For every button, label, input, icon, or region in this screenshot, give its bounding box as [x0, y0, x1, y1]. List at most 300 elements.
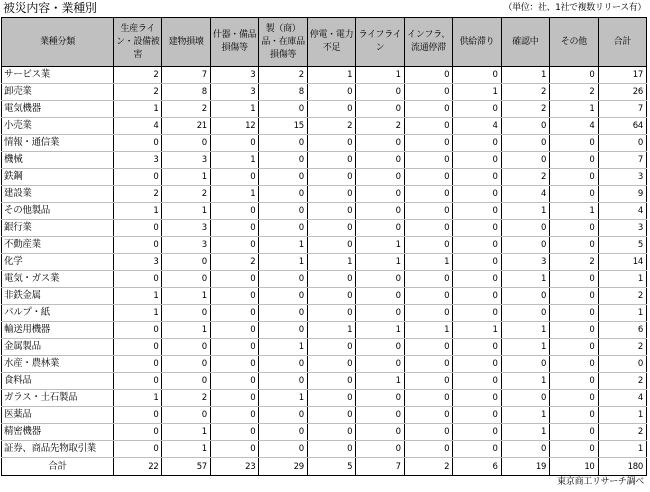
value-cell: 7: [356, 458, 404, 476]
value-cell: 0: [114, 407, 162, 424]
value-cell: 0: [453, 339, 501, 356]
row-total-cell: 2: [598, 373, 646, 390]
header-total: 合計: [598, 18, 646, 67]
value-cell: 2: [501, 101, 549, 118]
row-total-cell: 17: [598, 67, 646, 84]
value-cell: 1: [210, 186, 258, 203]
industry-cell: 鉄鋼: [2, 169, 114, 186]
value-cell: 1: [210, 152, 258, 169]
totals-label: 合計: [2, 458, 114, 476]
table-row: [2, 288, 647, 305]
table-row: [2, 407, 647, 424]
table-row: [2, 322, 647, 339]
value-cell: 0: [307, 101, 355, 118]
value-cell: 1: [356, 237, 404, 254]
value-cell: 0: [259, 220, 307, 237]
row-total-cell: 64: [598, 118, 646, 135]
value-cell: 0: [404, 186, 452, 203]
value-cell: 0: [307, 186, 355, 203]
table-row: [2, 339, 647, 356]
value-cell: 0: [210, 220, 258, 237]
row-total-cell: 2: [598, 288, 646, 305]
table-row: [2, 220, 647, 237]
industry-cell: 精密機器: [2, 424, 114, 441]
row-total-cell: 0: [598, 135, 646, 152]
value-cell: 2: [162, 390, 210, 407]
value-cell: 2: [162, 101, 210, 118]
value-cell: 0: [501, 237, 549, 254]
value-cell: 5: [307, 458, 355, 476]
value-cell: 0: [259, 135, 307, 152]
industry-cell: 卸売業: [2, 84, 114, 101]
value-cell: 2: [550, 254, 598, 271]
value-cell: 0: [259, 356, 307, 373]
value-cell: 0: [404, 67, 452, 84]
value-cell: 2: [307, 118, 355, 135]
value-cell: 0: [550, 271, 598, 288]
value-cell: 1: [114, 203, 162, 220]
value-cell: 0: [501, 118, 549, 135]
value-cell: 1: [356, 67, 404, 84]
value-cell: 0: [550, 407, 598, 424]
value-cell: 1: [307, 322, 355, 339]
value-cell: 0: [453, 237, 501, 254]
value-cell: 1: [259, 339, 307, 356]
value-cell: 4: [114, 118, 162, 135]
value-cell: 1: [501, 373, 549, 390]
row-total-cell: 7: [598, 101, 646, 118]
value-cell: 0: [501, 288, 549, 305]
row-total-cell: 2: [598, 339, 646, 356]
value-cell: 1: [404, 254, 452, 271]
value-cell: 0: [210, 441, 258, 458]
value-cell: 0: [404, 220, 452, 237]
industry-cell: 金属製品: [2, 339, 114, 356]
industry-cell: パルプ・紙: [2, 305, 114, 322]
value-cell: 6: [453, 458, 501, 476]
value-cell: 0: [550, 424, 598, 441]
value-cell: 0: [210, 135, 258, 152]
header-supply-delay: 供給滞り: [453, 18, 501, 67]
value-cell: 0: [210, 203, 258, 220]
value-cell: 0: [550, 186, 598, 203]
value-cell: 0: [453, 373, 501, 390]
table-row: [2, 373, 647, 390]
table-row: [2, 152, 647, 169]
value-cell: 0: [307, 305, 355, 322]
value-cell: 1: [501, 424, 549, 441]
value-cell: 0: [356, 101, 404, 118]
row-total-cell: 7: [598, 152, 646, 169]
value-cell: 0: [453, 169, 501, 186]
table-row: [2, 203, 647, 220]
value-cell: 15: [259, 118, 307, 135]
value-cell: 0: [162, 373, 210, 390]
industry-cell: 建設業: [2, 186, 114, 203]
value-cell: 0: [307, 356, 355, 373]
value-cell: 3: [162, 237, 210, 254]
value-cell: 0: [162, 356, 210, 373]
value-cell: 0: [307, 407, 355, 424]
value-cell: 4: [453, 118, 501, 135]
value-cell: 0: [453, 288, 501, 305]
industry-cell: 小売業: [2, 118, 114, 135]
value-cell: 0: [162, 407, 210, 424]
value-cell: 0: [114, 169, 162, 186]
value-cell: 0: [404, 84, 452, 101]
row-total-cell: 1: [598, 305, 646, 322]
table-row: [2, 101, 647, 118]
damage-by-industry-table: [1, 17, 647, 476]
header-other: その他: [550, 18, 598, 67]
row-total-cell: 5: [598, 237, 646, 254]
row-total-cell: 180: [598, 458, 646, 476]
value-cell: 1: [259, 390, 307, 407]
industry-cell: サービス業: [2, 67, 114, 84]
value-cell: 0: [404, 339, 452, 356]
value-cell: 0: [210, 288, 258, 305]
value-cell: 1: [404, 322, 452, 339]
header-row: [2, 18, 647, 67]
value-cell: 0: [404, 152, 452, 169]
value-cell: 2: [210, 254, 258, 271]
value-cell: 0: [550, 169, 598, 186]
value-cell: 0: [404, 271, 452, 288]
value-cell: 0: [307, 135, 355, 152]
value-cell: 1: [114, 101, 162, 118]
value-cell: 0: [210, 356, 258, 373]
value-cell: 3: [501, 254, 549, 271]
value-cell: 3: [210, 67, 258, 84]
value-cell: 0: [404, 101, 452, 118]
header-building-damage: 建物損壊: [162, 18, 210, 67]
value-cell: 0: [550, 339, 598, 356]
value-cell: 0: [356, 424, 404, 441]
value-cell: 0: [210, 424, 258, 441]
value-cell: 0: [453, 441, 501, 458]
value-cell: 0: [453, 152, 501, 169]
value-cell: 0: [453, 135, 501, 152]
value-cell: 29: [259, 458, 307, 476]
industry-cell: 銀行業: [2, 220, 114, 237]
value-cell: 2: [404, 458, 452, 476]
value-cell: 0: [550, 441, 598, 458]
value-cell: 2: [550, 84, 598, 101]
value-cell: 2: [356, 118, 404, 135]
value-cell: 0: [259, 271, 307, 288]
value-cell: 0: [453, 305, 501, 322]
row-total-cell: 1: [598, 441, 646, 458]
value-cell: 0: [501, 220, 549, 237]
table-row: [2, 424, 647, 441]
value-cell: 2: [114, 84, 162, 101]
value-cell: 0: [356, 356, 404, 373]
value-cell: 0: [114, 424, 162, 441]
value-cell: 0: [210, 390, 258, 407]
value-cell: 0: [501, 390, 549, 407]
value-cell: 0: [356, 288, 404, 305]
value-cell: 0: [356, 84, 404, 101]
value-cell: 0: [210, 169, 258, 186]
header-production-line: 生産ライン・設備被害: [114, 18, 162, 67]
value-cell: 0: [356, 186, 404, 203]
value-cell: 1: [259, 254, 307, 271]
value-cell: 0: [404, 356, 452, 373]
unit-note: （単位：社、1社で複数リリース有）: [503, 3, 646, 13]
value-cell: 0: [404, 288, 452, 305]
value-cell: 0: [307, 220, 355, 237]
value-cell: 1: [356, 254, 404, 271]
header-industry: 業種分類: [2, 18, 114, 67]
value-cell: 0: [404, 305, 452, 322]
value-cell: 0: [259, 186, 307, 203]
row-total-cell: 4: [598, 390, 646, 407]
value-cell: 0: [356, 220, 404, 237]
value-cell: 4: [501, 186, 549, 203]
value-cell: 0: [356, 169, 404, 186]
value-cell: 0: [453, 220, 501, 237]
value-cell: 0: [114, 220, 162, 237]
table-row: [2, 390, 647, 407]
value-cell: 0: [259, 441, 307, 458]
value-cell: 0: [162, 135, 210, 152]
industry-cell: 輸送用機器: [2, 322, 114, 339]
row-total-cell: 26: [598, 84, 646, 101]
value-cell: 1: [550, 203, 598, 220]
value-cell: 0: [162, 271, 210, 288]
value-cell: 1: [550, 101, 598, 118]
value-cell: 0: [259, 169, 307, 186]
header-product-damage: 製（商）品・在庫品損傷等: [259, 18, 307, 67]
value-cell: 0: [307, 152, 355, 169]
value-cell: 0: [453, 101, 501, 118]
value-cell: 0: [210, 305, 258, 322]
value-cell: 1: [501, 67, 549, 84]
value-cell: 2: [114, 186, 162, 203]
industry-cell: 水産・農林業: [2, 356, 114, 373]
value-cell: 1: [356, 322, 404, 339]
industry-cell: 医薬品: [2, 407, 114, 424]
industry-cell: その他製品: [2, 203, 114, 220]
value-cell: 0: [501, 356, 549, 373]
value-cell: 0: [259, 407, 307, 424]
value-cell: 0: [307, 288, 355, 305]
value-cell: 0: [259, 322, 307, 339]
value-cell: 2: [501, 84, 549, 101]
industry-cell: 証券、商品先物取引業: [2, 441, 114, 458]
value-cell: 0: [356, 339, 404, 356]
value-cell: 0: [307, 237, 355, 254]
value-cell: 0: [259, 424, 307, 441]
value-cell: 0: [453, 67, 501, 84]
value-cell: 0: [210, 407, 258, 424]
value-cell: 3: [162, 152, 210, 169]
value-cell: 0: [259, 305, 307, 322]
value-cell: 10: [550, 458, 598, 476]
value-cell: 8: [259, 84, 307, 101]
value-cell: 1: [453, 84, 501, 101]
value-cell: 0: [404, 135, 452, 152]
value-cell: 19: [501, 458, 549, 476]
value-cell: 2: [259, 67, 307, 84]
value-cell: 1: [162, 203, 210, 220]
table-row: [2, 305, 647, 322]
value-cell: 0: [114, 237, 162, 254]
header-fixtures-damage: 什器・備品損傷等: [210, 18, 258, 67]
table-row: [2, 441, 647, 458]
industry-cell: 機械: [2, 152, 114, 169]
value-cell: 0: [453, 271, 501, 288]
value-cell: 0: [210, 373, 258, 390]
value-cell: 0: [356, 407, 404, 424]
value-cell: 0: [404, 373, 452, 390]
value-cell: 0: [356, 441, 404, 458]
value-cell: 1: [162, 441, 210, 458]
value-cell: 3: [210, 84, 258, 101]
value-cell: 0: [501, 441, 549, 458]
value-cell: 0: [114, 339, 162, 356]
value-cell: 0: [404, 441, 452, 458]
value-cell: 0: [259, 152, 307, 169]
row-total-cell: 1: [598, 407, 646, 424]
value-cell: 1: [210, 101, 258, 118]
value-cell: 0: [356, 203, 404, 220]
value-cell: 1: [501, 271, 549, 288]
value-cell: 0: [210, 339, 258, 356]
industry-cell: 電気・ガス業: [2, 271, 114, 288]
row-total-cell: 14: [598, 254, 646, 271]
value-cell: 4: [550, 118, 598, 135]
value-cell: 0: [453, 186, 501, 203]
value-cell: 0: [550, 288, 598, 305]
industry-cell: 食料品: [2, 373, 114, 390]
value-cell: 3: [162, 220, 210, 237]
value-cell: 0: [307, 441, 355, 458]
value-cell: 0: [210, 237, 258, 254]
industry-cell: 電気機器: [2, 101, 114, 118]
industry-cell: 非鉄金属: [2, 288, 114, 305]
value-cell: 0: [550, 305, 598, 322]
value-cell: 1: [162, 424, 210, 441]
value-cell: 0: [307, 424, 355, 441]
table-row: [2, 169, 647, 186]
value-cell: 1: [501, 339, 549, 356]
value-cell: 1: [307, 67, 355, 84]
value-cell: 1: [501, 322, 549, 339]
value-cell: 2: [162, 186, 210, 203]
value-cell: 0: [259, 288, 307, 305]
value-cell: 0: [550, 152, 598, 169]
row-total-cell: 3: [598, 220, 646, 237]
value-cell: 0: [259, 203, 307, 220]
value-cell: 1: [114, 305, 162, 322]
table-row: [2, 186, 647, 203]
value-cell: 21: [162, 118, 210, 135]
value-cell: 57: [162, 458, 210, 476]
value-cell: 0: [356, 152, 404, 169]
value-cell: 0: [259, 101, 307, 118]
header-infrastructure: インフラ、流通停滞: [404, 18, 452, 67]
value-cell: 0: [501, 305, 549, 322]
value-cell: 0: [356, 135, 404, 152]
header-lifeline: ライフライン: [356, 18, 404, 67]
value-cell: 0: [356, 305, 404, 322]
value-cell: 0: [114, 356, 162, 373]
value-cell: 0: [210, 322, 258, 339]
value-cell: 0: [550, 67, 598, 84]
value-cell: 0: [356, 390, 404, 407]
value-cell: 0: [404, 390, 452, 407]
value-cell: 0: [404, 237, 452, 254]
value-cell: 0: [501, 152, 549, 169]
value-cell: 0: [307, 373, 355, 390]
industry-cell: 化学: [2, 254, 114, 271]
table-row: [2, 254, 647, 271]
table-body: [2, 67, 647, 476]
value-cell: 0: [550, 322, 598, 339]
table-row: [2, 67, 647, 84]
table-row: [2, 356, 647, 373]
value-cell: 0: [114, 322, 162, 339]
value-cell: 0: [210, 271, 258, 288]
value-cell: 1: [162, 322, 210, 339]
value-cell: 7: [162, 67, 210, 84]
row-total-cell: 2: [598, 424, 646, 441]
value-cell: 0: [550, 373, 598, 390]
value-cell: 0: [453, 390, 501, 407]
value-cell: 1: [162, 169, 210, 186]
value-cell: 1: [259, 237, 307, 254]
value-cell: 0: [307, 203, 355, 220]
source-note: 東京商工リサーチ調べ: [557, 477, 644, 487]
value-cell: 0: [404, 407, 452, 424]
value-cell: 1: [501, 203, 549, 220]
value-cell: 23: [210, 458, 258, 476]
page-title: 被災内容・業種別: [3, 1, 97, 15]
value-cell: 1: [307, 254, 355, 271]
value-cell: 3: [114, 152, 162, 169]
row-total-cell: 3: [598, 169, 646, 186]
value-cell: 0: [550, 237, 598, 254]
value-cell: 1: [162, 288, 210, 305]
value-cell: 22: [114, 458, 162, 476]
value-cell: 0: [259, 373, 307, 390]
value-cell: 0: [501, 135, 549, 152]
value-cell: 0: [307, 169, 355, 186]
header-confirming: 確認中: [501, 18, 549, 67]
value-cell: 0: [307, 339, 355, 356]
row-total-cell: 6: [598, 322, 646, 339]
value-cell: 1: [501, 407, 549, 424]
value-cell: 1: [453, 322, 501, 339]
table-row: [2, 135, 647, 152]
value-cell: 0: [453, 356, 501, 373]
value-cell: 0: [453, 407, 501, 424]
value-cell: 0: [453, 203, 501, 220]
value-cell: 1: [114, 390, 162, 407]
value-cell: 0: [162, 254, 210, 271]
value-cell: 0: [404, 203, 452, 220]
table-row: [2, 237, 647, 254]
row-total-cell: 0: [598, 356, 646, 373]
header-power-outage: 停電・電力不足: [307, 18, 355, 67]
value-cell: 0: [550, 220, 598, 237]
value-cell: 0: [307, 84, 355, 101]
industry-cell: 不動産業: [2, 237, 114, 254]
value-cell: 0: [453, 424, 501, 441]
value-cell: 0: [307, 271, 355, 288]
row-total-cell: 4: [598, 203, 646, 220]
